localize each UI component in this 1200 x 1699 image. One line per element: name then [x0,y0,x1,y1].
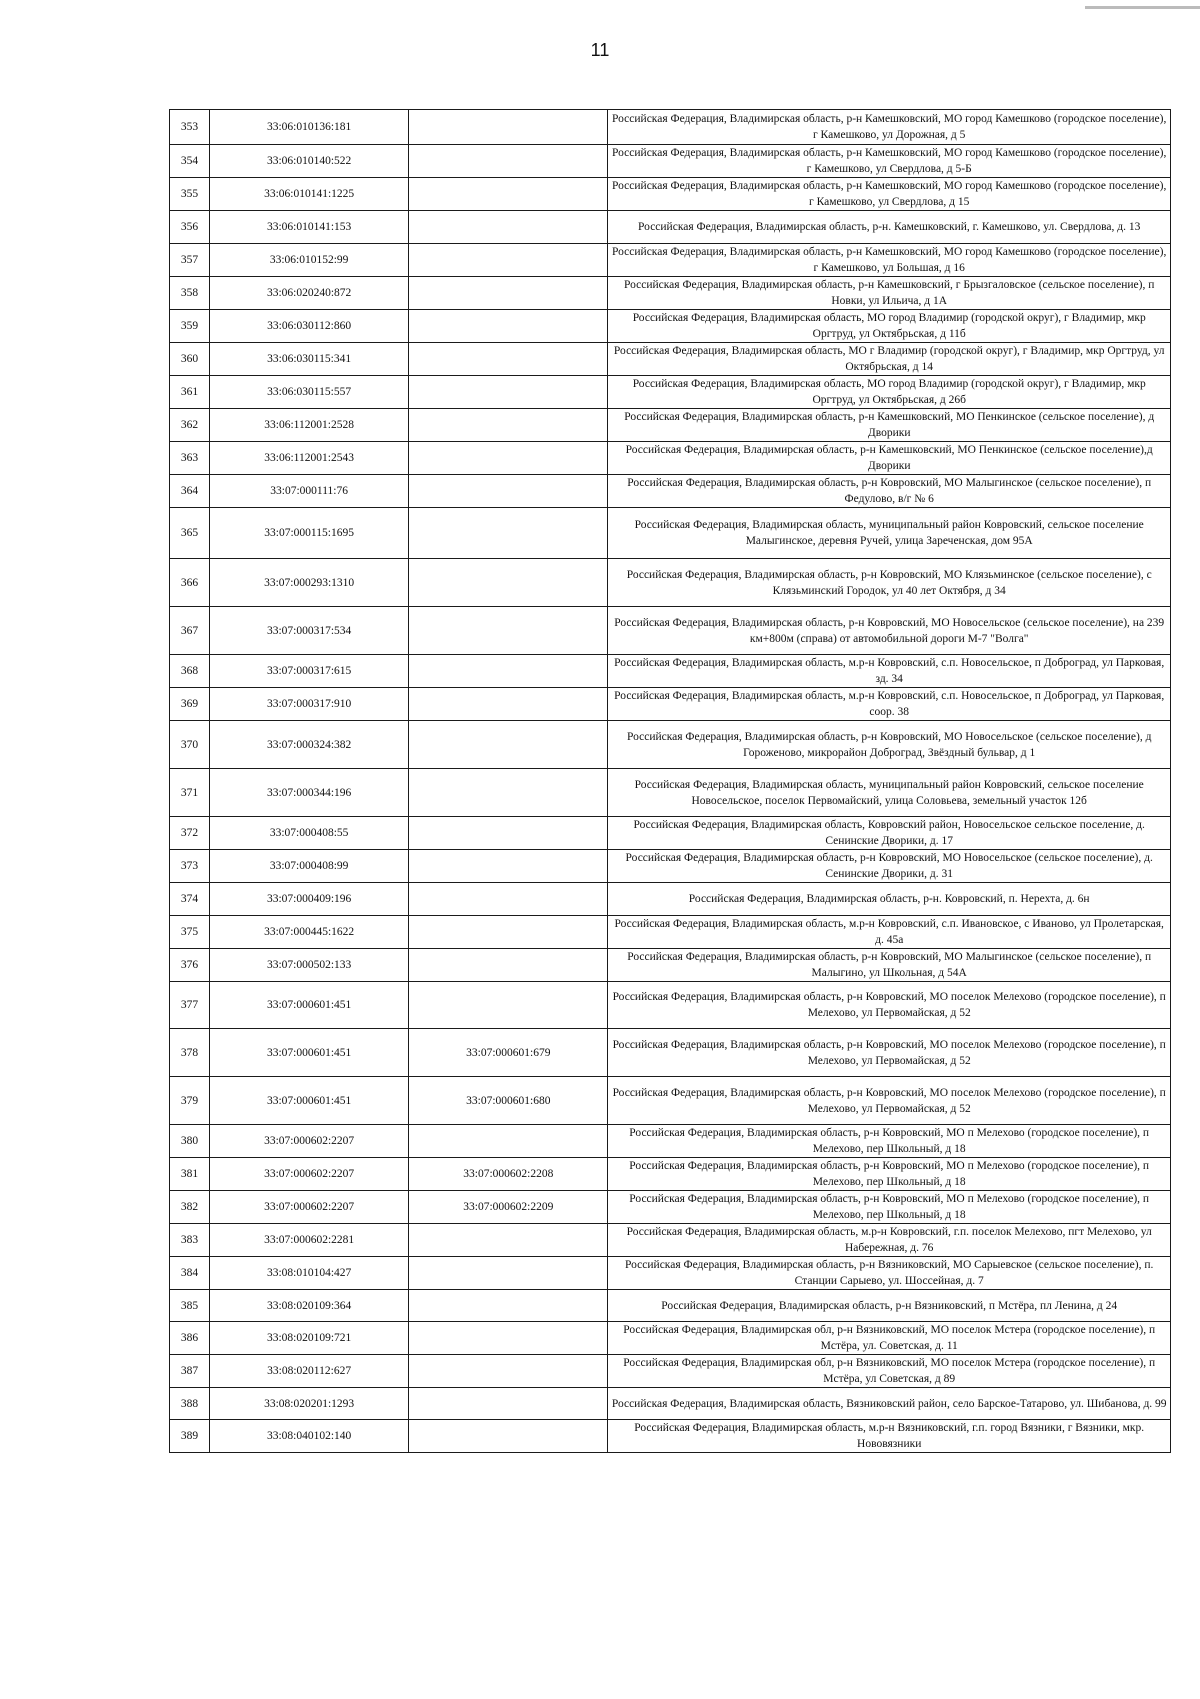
row-number-cell: 371 [170,769,210,817]
table-row [170,244,1171,277]
row-number-cell: 374 [170,883,210,916]
row-number-cell: 388 [170,1388,210,1420]
sub-cadastral-number-cell [409,1257,608,1290]
address-cell: Российская Федерация, Владимирская обл, р-н Вязниковский, МО поселок Мстера (городское поселение), п Мстёра, ул. Советская, д. 11 [608,1322,1171,1355]
sub-cadastral-number-cell [409,559,608,607]
cadastral-number-cell: 33:07:000317:534 [210,607,409,655]
cadastral-number-cell: 33:07:000408:55 [210,817,409,850]
address-cell: Российская Федерация, Владимирская область, р-н. Камешковский, г. Камешково, ул. Свердлова, д. 13 [608,211,1171,244]
cadastral-number-cell: 33:07:000324:382 [210,721,409,769]
address-cell: Российская Федерация, Владимирская область, муниципальный район Ковровский, сельское поселение Малыгинское, деревня Ручей, улица Зареченская, дом 95А [608,508,1171,559]
row-number-cell: 362 [170,409,210,442]
table-row [170,1388,1171,1420]
address-cell: Российская Федерация, Владимирская область, муниципальный район Ковровский, сельское поселение Новосельское, поселок Первомайский, улица Соловьева, земельный участок 12б [608,769,1171,817]
cadastral-number-cell: 33:06:112001:2543 [210,442,409,475]
sub-cadastral-number-cell [409,376,608,409]
table-row [170,817,1171,850]
address-cell: Российская Федерация, Владимирская область, р-н Ковровский, МО п Мелехово (городское поселение), п Мелехово, пер Школьный, д 18 [608,1191,1171,1224]
cadastral-number-cell: 33:08:020109:721 [210,1322,409,1355]
address-cell: Российская Федерация, Владимирская область, м.р-н Ковровский, с.п. Новосельское, п Доброград, ул Парковая, зд. 34 [608,655,1171,688]
sub-cadastral-number-cell [409,982,608,1029]
address-cell: Российская Федерация, Владимирская область, р-н Вязниковский, п Мстёра, пл Ленина, д 24 [608,1290,1171,1322]
row-number-cell: 363 [170,442,210,475]
address-cell: Российская Федерация, Владимирская область, р-н Ковровский, МО Клязьминское (сельское поселение), с Клязьминский Городок, ул 40 лет Октября, д 34 [608,559,1171,607]
sub-cadastral-number-cell [409,508,608,559]
sub-cadastral-number-cell [409,688,608,721]
row-number-cell: 373 [170,850,210,883]
table-row [170,559,1171,607]
sub-cadastral-number-cell [409,442,608,475]
registry-table-body [170,110,1171,1453]
registry-table [169,109,1171,1453]
row-number-cell: 367 [170,607,210,655]
cadastral-number-cell: 33:07:000601:451 [210,982,409,1029]
address-cell: Российская Федерация, Владимирская область, МО г Владимир (городской округ), г Владимир, мкр Оргтруд, ул Октябрьская, д 14 [608,343,1171,376]
cadastral-number-cell: 33:07:000317:615 [210,655,409,688]
cadastral-number-cell: 33:08:020201:1293 [210,1388,409,1420]
cadastral-number-cell: 33:07:000602:2207 [210,1158,409,1191]
cadastral-number-cell: 33:06:010141:1225 [210,178,409,211]
sub-cadastral-number-cell [409,475,608,508]
row-number-cell: 389 [170,1420,210,1453]
sub-cadastral-number-cell [409,1355,608,1388]
address-cell: Российская Федерация, Владимирская область, м.р-н Ковровский, с.п. Новосельское, п Доброград, ул Парковая, соор. 38 [608,688,1171,721]
table-row [170,376,1171,409]
table-row [170,1125,1171,1158]
table-row [170,277,1171,310]
table-row [170,178,1171,211]
cadastral-number-cell: 33:06:010141:153 [210,211,409,244]
address-cell: Российская Федерация, Владимирская область, р-н Камешковский, МО город Камешково (городское поселение), г Камешково, ул Свердлова, д 15 [608,178,1171,211]
address-cell: Российская Федерация, Владимирская область, р-н Камешковский, МО город Камешково (городское поселение), г Камешково, ул Большая, д 16 [608,244,1171,277]
address-cell: Российская Федерация, Владимирская область, м.р-н Вязниковский, г.п. город Вязники, г Вязники, мкр. Нововязники [608,1420,1171,1453]
table-row [170,850,1171,883]
sub-cadastral-number-cell [409,883,608,916]
row-number-cell: 384 [170,1257,210,1290]
table-row [170,211,1171,244]
cadastral-number-cell: 33:07:000409:196 [210,883,409,916]
address-cell: Российская Федерация, Владимирская область, м.р-н Ковровский, с.п. Ивановское, с Иваново, ул Пролетарская, д. 45а [608,916,1171,949]
sub-cadastral-number-cell: 33:07:000602:2209 [409,1191,608,1224]
row-number-cell: 375 [170,916,210,949]
cadastral-number-cell: 33:06:030115:557 [210,376,409,409]
table-row [170,1420,1171,1453]
table-row [170,145,1171,178]
row-number-cell: 369 [170,688,210,721]
cadastral-number-cell: 33:07:000602:2207 [210,1125,409,1158]
table-row [170,688,1171,721]
table-row [170,475,1171,508]
cadastral-number-cell: 33:08:020112:627 [210,1355,409,1388]
address-cell: Российская Федерация, Владимирская область, р-н Камешковский, МО город Камешково (городское поселение), г Камешково, ул Свердлова, д 5-Б [608,145,1171,178]
cadastral-number-cell: 33:07:000602:2207 [210,1191,409,1224]
sub-cadastral-number-cell [409,343,608,376]
cadastral-number-cell: 33:07:000293:1310 [210,559,409,607]
address-cell: Российская Федерация, Владимирская область, Ковровский район, Новосельское сельское поселение, д. Сенинские Дворики, д. 17 [608,817,1171,850]
address-cell: Российская Федерация, Владимирская область, р-н Вязниковский, МО Сарыевское (сельское поселение), п. Станции Сарыево, ул. Шоссейная, д. 7 [608,1257,1171,1290]
row-number-cell: 357 [170,244,210,277]
table-row [170,1077,1171,1125]
cadastral-number-cell: 33:07:000317:910 [210,688,409,721]
table-row [170,310,1171,343]
cadastral-number-cell: 33:07:000601:451 [210,1029,409,1077]
address-cell: Российская Федерация, Владимирская область, р-н Ковровский, МО поселок Мелехово (городское поселение), п Мелехово, ул Первомайская, д 52 [608,1077,1171,1125]
cadastral-number-cell: 33:07:000111:76 [210,475,409,508]
sub-cadastral-number-cell [409,817,608,850]
sub-cadastral-number-cell: 33:07:000602:2208 [409,1158,608,1191]
cadastral-number-cell: 33:08:020109:364 [210,1290,409,1322]
table-row [170,343,1171,376]
sub-cadastral-number-cell [409,607,608,655]
sub-cadastral-number-cell [409,916,608,949]
table-row [170,1322,1171,1355]
row-number-cell: 361 [170,376,210,409]
row-number-cell: 383 [170,1224,210,1257]
table-row [170,916,1171,949]
table-row [170,1257,1171,1290]
cadastral-number-cell: 33:07:000502:133 [210,949,409,982]
row-number-cell: 354 [170,145,210,178]
row-number-cell: 379 [170,1077,210,1125]
cadastral-number-cell: 33:07:000344:196 [210,769,409,817]
row-number-cell: 368 [170,655,210,688]
row-number-cell: 378 [170,1029,210,1077]
sub-cadastral-number-cell: 33:07:000601:680 [409,1077,608,1125]
row-number-cell: 356 [170,211,210,244]
table-row [170,1191,1171,1224]
cadastral-number-cell: 33:07:000601:451 [210,1077,409,1125]
address-cell: Российская Федерация, Владимирская область, Вязниковский район, село Барское-Татарово, ул. Шибанова, д. 99 [608,1388,1171,1420]
row-number-cell: 366 [170,559,210,607]
address-cell: Российская Федерация, Владимирская область, р-н Ковровский, МО Малыгинское (сельское поселение), п Малыгино, ул Школьная, д 54А [608,949,1171,982]
row-number-cell: 377 [170,982,210,1029]
sub-cadastral-number-cell [409,721,608,769]
sub-cadastral-number-cell [409,409,608,442]
cadastral-number-cell: 33:06:010140:522 [210,145,409,178]
table-row [170,949,1171,982]
address-cell: Российская Федерация, Владимирская область, р-н Ковровский, МО Малыгинское (сельское поселение), п Федулово, в/г № 6 [608,475,1171,508]
address-cell: Российская Федерация, Владимирская область, р-н Камешковский, г Брызгаловское (сельское поселение), п Новки, ул Ильича, д 1А [608,277,1171,310]
row-number-cell: 353 [170,110,210,145]
address-cell: Российская Федерация, Владимирская область, р-н Ковровский, МО п Мелехово (городское поселение), п Мелехово, пер Школьный, д 18 [608,1158,1171,1191]
cadastral-number-cell: 33:07:000602:2281 [210,1224,409,1257]
address-cell: Российская Федерация, Владимирская область, р-н Камешковский, МО город Камешково (городское поселение), г Камешково, ул Дорожная, д 5 [608,110,1171,145]
address-cell: Российская Федерация, Владимирская область, р-н Ковровский, МО поселок Мелехово (городское поселение), п Мелехово, ул Первомайская, д 52 [608,1029,1171,1077]
row-number-cell: 365 [170,508,210,559]
sub-cadastral-number-cell [409,1224,608,1257]
sub-cadastral-number-cell [409,850,608,883]
sub-cadastral-number-cell [409,1290,608,1322]
page-number: 11 [590,40,610,60]
table-row [170,655,1171,688]
sub-cadastral-number-cell [409,310,608,343]
row-number-cell: 364 [170,475,210,508]
row-number-cell: 355 [170,178,210,211]
row-number-cell: 360 [170,343,210,376]
address-cell: Российская Федерация, Владимирская область, р-н Ковровский, МО поселок Мелехово (городское поселение), п Мелехово, ул Первомайская, д 52 [608,982,1171,1029]
sub-cadastral-number-cell [409,655,608,688]
row-number-cell: 358 [170,277,210,310]
address-cell: Российская Федерация, Владимирская область, р-н. Ковровский, п. Нерехта, д. 6н [608,883,1171,916]
sub-cadastral-number-cell [409,211,608,244]
sub-cadastral-number-cell [409,949,608,982]
row-number-cell: 381 [170,1158,210,1191]
table-row [170,1290,1171,1322]
table-row [170,721,1171,769]
table-row [170,607,1171,655]
table-row [170,883,1171,916]
row-number-cell: 385 [170,1290,210,1322]
address-cell: Российская Федерация, Владимирская обл, р-н Вязниковский, МО поселок Мстера (городское поселение), п Мстёра, ул Советская, д 89 [608,1355,1171,1388]
table-row [170,1355,1171,1388]
cadastral-number-cell: 33:07:000115:1695 [210,508,409,559]
table-row [170,769,1171,817]
scan-corner-mark [1085,6,1200,9]
address-cell: Российская Федерация, Владимирская область, МО город Владимир (городской округ), г Владимир, мкр Оргтруд, ул Октябрьская, д 11б [608,310,1171,343]
address-cell: Российская Федерация, Владимирская область, р-н Ковровский, МО Новосельское (сельское поселение), д Гороженово, микрорайон Доброград, Звёздный бульвар, д 1 [608,721,1171,769]
address-cell: Российская Федерация, Владимирская область, р-н Ковровский, МО Новосельское (сельское поселение), д. Сенинские Дворики, д. 31 [608,850,1171,883]
table-row [170,110,1171,145]
table-row [170,442,1171,475]
cadastral-number-cell: 33:06:030115:341 [210,343,409,376]
address-cell: Российская Федерация, Владимирская область, р-н Ковровский, МО п Мелехово (городское поселение), п Мелехово, пер Школьный, д 18 [608,1125,1171,1158]
table-row [170,1158,1171,1191]
sub-cadastral-number-cell [409,145,608,178]
row-number-cell: 386 [170,1322,210,1355]
sub-cadastral-number-cell [409,244,608,277]
row-number-cell: 380 [170,1125,210,1158]
table-row [170,1224,1171,1257]
table-row [170,508,1171,559]
table-row [170,982,1171,1029]
cadastral-number-cell: 33:08:040102:140 [210,1420,409,1453]
row-number-cell: 372 [170,817,210,850]
row-number-cell: 387 [170,1355,210,1388]
sub-cadastral-number-cell [409,178,608,211]
table-row [170,409,1171,442]
address-cell: Российская Федерация, Владимирская область, м.р-н Ковровский, г.п. поселок Мелехово, пгт Мелехово, ул Набережная, д. 76 [608,1224,1171,1257]
row-number-cell: 382 [170,1191,210,1224]
cadastral-number-cell: 33:07:000445:1622 [210,916,409,949]
sub-cadastral-number-cell: 33:07:000601:679 [409,1029,608,1077]
address-cell: Российская Федерация, Владимирская область, р-н Камешковский, МО Пенкинское (сельское поселение),д Дворики [608,442,1171,475]
row-number-cell: 359 [170,310,210,343]
sub-cadastral-number-cell [409,1322,608,1355]
sub-cadastral-number-cell [409,277,608,310]
row-number-cell: 370 [170,721,210,769]
address-cell: Российская Федерация, Владимирская область, р-н Камешковский, МО Пенкинское (сельское поселение), д Дворики [608,409,1171,442]
sub-cadastral-number-cell [409,1388,608,1420]
address-cell: Российская Федерация, Владимирская область, р-н Ковровский, МО Новосельское (сельское поселение), на 239 км+800м (справа) от автомобильной дороги М-7 "Волга" [608,607,1171,655]
cadastral-number-cell: 33:06:010136:181 [210,110,409,145]
sub-cadastral-number-cell [409,1420,608,1453]
sub-cadastral-number-cell [409,1125,608,1158]
table-row [170,1029,1171,1077]
cadastral-number-cell: 33:08:010104:427 [210,1257,409,1290]
sub-cadastral-number-cell [409,769,608,817]
cadastral-number-cell: 33:06:010152:99 [210,244,409,277]
sub-cadastral-number-cell [409,110,608,145]
cadastral-number-cell: 33:06:030112:860 [210,310,409,343]
cadastral-number-cell: 33:06:020240:872 [210,277,409,310]
address-cell: Российская Федерация, Владимирская область, МО город Владимир (городской округ), г Владимир, мкр Оргтруд, ул Октябрьская, д 26б [608,376,1171,409]
row-number-cell: 376 [170,949,210,982]
cadastral-number-cell: 33:07:000408:99 [210,850,409,883]
cadastral-number-cell: 33:06:112001:2528 [210,409,409,442]
